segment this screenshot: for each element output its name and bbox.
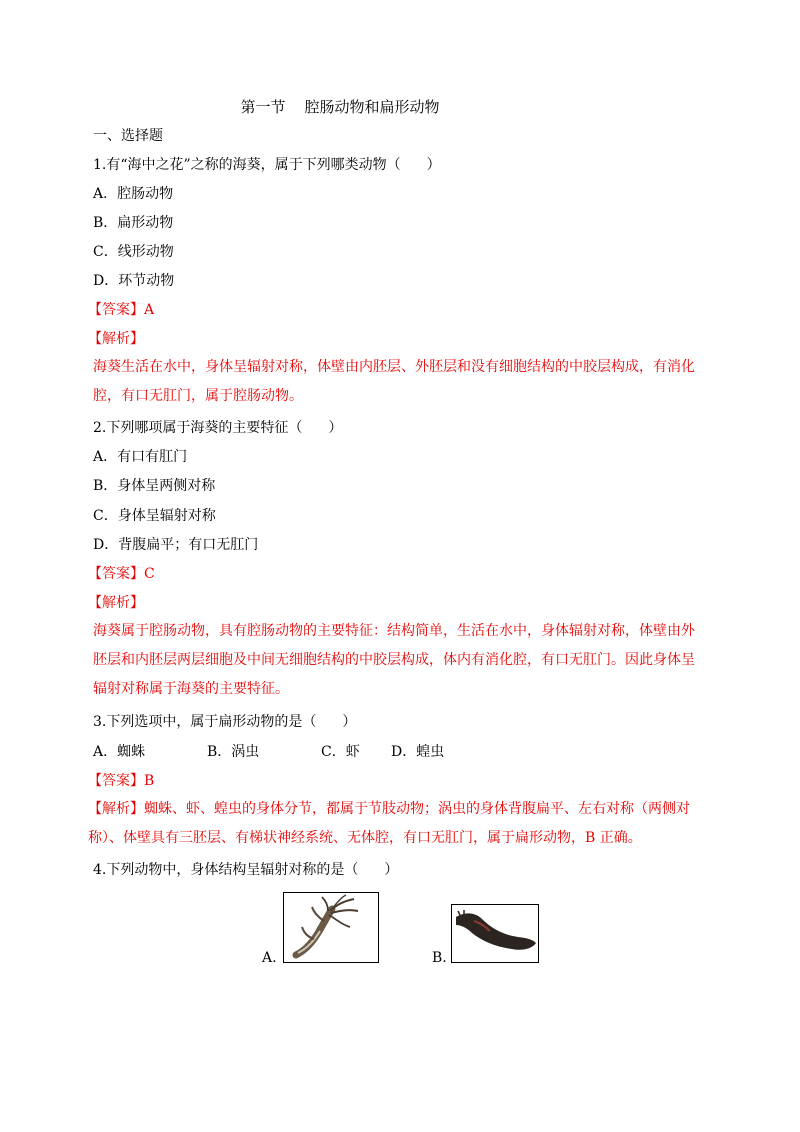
question-3-option-c: C．虾 (321, 744, 360, 760)
question-1-analysis-label: 【解析】 (88, 331, 144, 347)
question-1-stem (93, 155, 441, 175)
question-1-analysis (93, 353, 708, 411)
question-1-option-d: D．环节动物 (93, 273, 175, 289)
analysis-line: 胚层和内胚层两层细胞及中间无细胞结构的中胶层构成，体内有消化腔，有口无肛门。因此身体呈 (93, 652, 695, 668)
question-2-bracket-end: ） (328, 420, 343, 436)
question-2-option-b: B．身体呈两侧对称 (93, 478, 216, 494)
question-3-answer: 【答案】B (88, 773, 155, 789)
question-3-option-a: A．蜘蛛 (93, 744, 146, 760)
question-2-analysis (93, 617, 708, 704)
question-2-answer: 【答案】C (88, 566, 155, 582)
planarian-image (451, 904, 539, 963)
question-1-option-b: B．扁形动物 (93, 215, 174, 231)
analysis-line: 海葵属于腔肠动物，具有腔肠动物的主要特征：结构简单，生活在水中，身体辐射对称，体壁由外 (93, 623, 695, 639)
section-heading: 一、选择题 (93, 128, 163, 144)
question-1-bracket-end: ） (426, 157, 441, 173)
question-1-answer: 【答案】A (88, 302, 155, 318)
analysis-line: 【解析】蜘蛛、虾、蝗虫的身体分节，都属于节肢动物；涡虫的身体背腹扁平、左右对称（两侧对 (88, 801, 690, 817)
question-2-option-d: D．背腹扁平；有口无肛门 (93, 537, 259, 553)
analysis-line: 腔，有口无肛门，属于腔肠动物。 (93, 388, 303, 404)
question-2-stem (93, 418, 342, 438)
analysis-line: 海葵生活在水中，身体呈辐射对称，体壁由内胚层、外胚层和没有细胞结构的中胶层构成，有消化 (93, 359, 695, 375)
question-3-option-b: B．涡虫 (207, 744, 260, 760)
analysis-line: 称）、体壁具有三胚层、有梯状神经系统、无体腔，有口无肛门，属于扁形动物，B 正确。 (88, 830, 642, 846)
question-2-option-a: A．有口有肛门 (93, 449, 188, 465)
question-4-text: 4.下列动物中，身体结构呈辐射对称的是（ (93, 862, 359, 878)
question-3-option-d: D．蝗虫 (391, 744, 445, 760)
question-4-stem (93, 860, 398, 880)
question-2-analysis-label: 【解析】 (88, 595, 144, 611)
question-2-option-c: C．身体呈辐射对称 (93, 508, 216, 524)
question-3-stem (93, 712, 356, 732)
figure-a-label: A. (262, 950, 277, 966)
question-4-bracket-end: ） (384, 862, 399, 878)
question-3-bracket-end: ） (342, 714, 357, 730)
page-title: 第一节 腔肠动物和扁形动物 (240, 98, 440, 116)
question-1-option-a: A．腔肠动物 (93, 186, 174, 202)
question-1-text: 1.有“海中之花”之称的海葵，属于下列哪类动物（ (93, 157, 401, 173)
figure-b-label: B. (432, 950, 447, 966)
question-3-text: 3.下列选项中，属于扁形动物的是（ (93, 714, 317, 730)
sea-anemone-image (283, 892, 379, 963)
question-3-analysis (88, 795, 713, 853)
question-2-text: 2.下列哪项属于海葵的主要特征（ (93, 420, 303, 436)
question-1-option-c: C．线形动物 (93, 244, 174, 260)
flatworm-icon (452, 905, 538, 962)
sea-anemone-icon (284, 893, 378, 962)
analysis-line: 辐射对称属于海葵的主要特征。 (93, 681, 289, 697)
